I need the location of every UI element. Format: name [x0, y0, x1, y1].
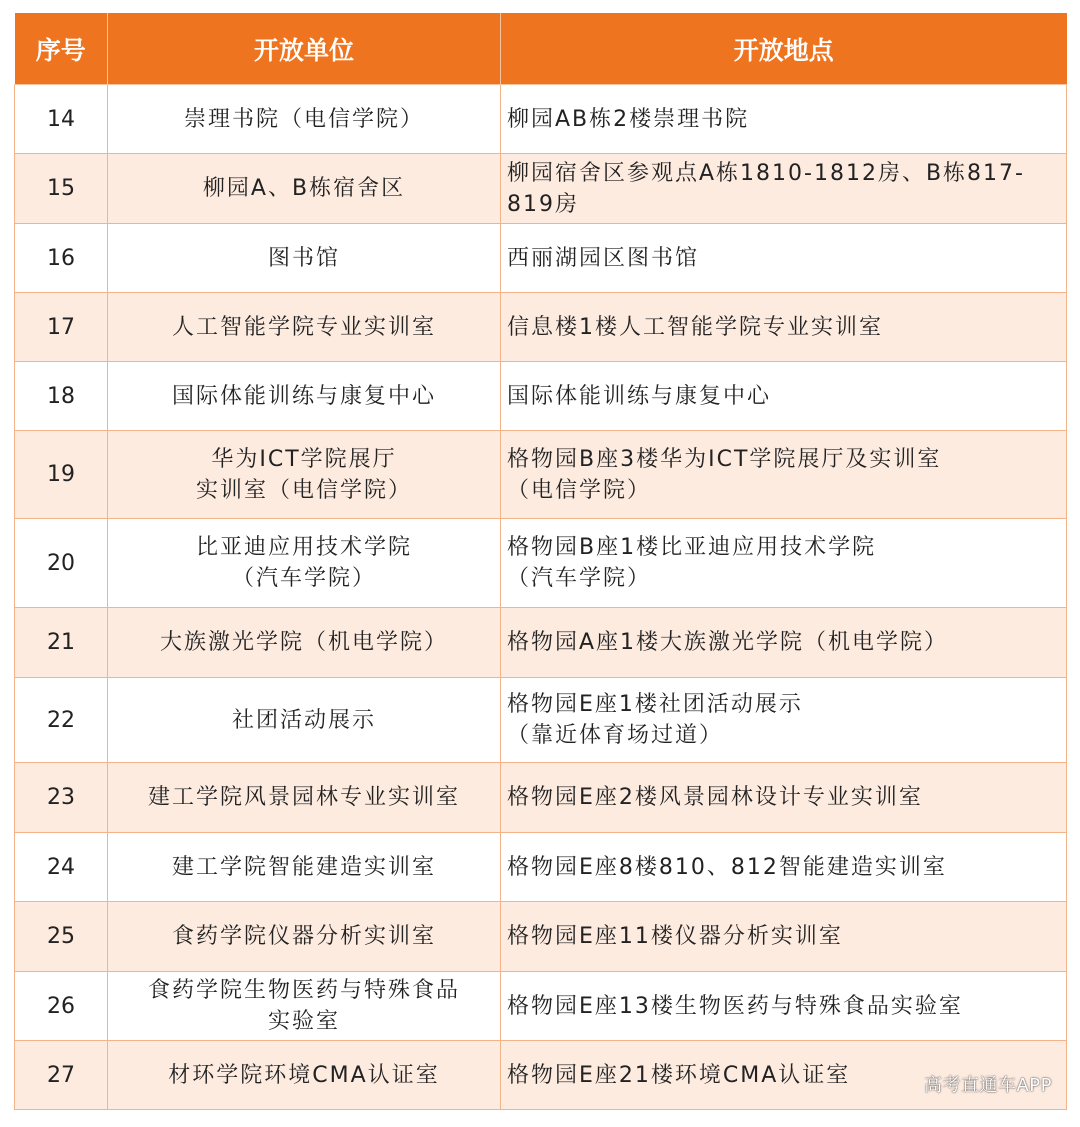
cell-open-unit — [108, 902, 501, 972]
cell-open-location — [501, 154, 1067, 224]
cell-text-line: 实验室 — [267, 1009, 340, 1034]
cell-open-location — [501, 763, 1067, 833]
cell-text-line: 格物园E座2楼风景园林设计专业实训室 — [507, 785, 923, 810]
table-row — [15, 431, 1067, 519]
cell-open-location — [501, 362, 1067, 431]
cell-text-line: 食药学院生物医药与特殊食品 — [147, 978, 460, 1003]
cell-open-location — [501, 224, 1067, 293]
table-row — [15, 608, 1067, 678]
cell-text-line: 柳园A、B栋宿舍区 — [202, 176, 406, 201]
cell-serial-number: 18 — [15, 362, 108, 431]
cell-serial-number: 23 — [15, 763, 108, 833]
cell-text-line: 819房 — [507, 191, 579, 217]
cell-open-location — [501, 519, 1067, 608]
cell-text-line: 建工学院风景园林专业实训室 — [147, 785, 460, 810]
cell-text-line: 格物园B座3楼华为ICT学院展厅及实训室 — [507, 446, 942, 472]
cell-open-location — [501, 85, 1067, 154]
cell-serial-number: 21 — [15, 608, 108, 678]
cell-text-line: 崇理书院（电信学院） — [183, 106, 424, 132]
header-serial-number: 序号 — [15, 13, 108, 85]
cell-text-line: （汽车学院） — [231, 566, 376, 591]
table-row — [15, 154, 1067, 224]
cell-open-location — [501, 902, 1067, 972]
cell-text-line: 国际体能训练与康复中心 — [171, 383, 436, 409]
cell-serial-number: 24 — [15, 833, 108, 902]
cell-text-line: 格物园E座11楼仪器分析实训室 — [507, 924, 843, 949]
table-body — [15, 85, 1067, 1110]
table-row — [15, 362, 1067, 431]
table-row — [15, 972, 1067, 1041]
table-row — [15, 763, 1067, 833]
cell-text-line: 国际体能训练与康复中心 — [507, 383, 772, 409]
cell-serial-number: 16 — [15, 224, 108, 293]
cell-open-location — [501, 293, 1067, 362]
cell-text-line: 信息楼1楼人工智能学院专业实训室 — [507, 314, 883, 340]
cell-open-unit — [108, 431, 501, 519]
table-row — [15, 224, 1067, 293]
cell-open-unit — [108, 362, 501, 431]
cell-text-line: 人工智能学院专业实训室 — [171, 314, 436, 340]
cell-serial-number: 19 — [15, 431, 108, 519]
cell-text-line: 格物园E座21楼环境CMA认证室 — [507, 1062, 851, 1088]
table-row — [15, 519, 1067, 608]
header-open-location: 开放地点 — [501, 13, 1067, 85]
cell-text-line: （电信学院） — [507, 477, 652, 503]
table-row — [15, 678, 1067, 763]
cell-text-line: 格物园B座1楼比亚迪应用技术学院 — [507, 535, 877, 560]
cell-serial-number: 25 — [15, 902, 108, 972]
cell-serial-number: 22 — [15, 678, 108, 763]
cell-text-line: 格物园E座13楼生物医药与特殊食品实验室 — [507, 993, 963, 1019]
cell-text-line: 柳园宿舍区参观点A栋1810-1812房、B栋817- — [507, 160, 1025, 186]
cell-open-unit — [108, 154, 501, 224]
cell-text-line: 格物园A座1楼大族激光学院（机电学院） — [507, 630, 949, 655]
cell-serial-number: 14 — [15, 85, 108, 154]
cell-serial-number: 17 — [15, 293, 108, 362]
table-row — [15, 833, 1067, 902]
cell-text-line: 格物园E座8楼810、812智能建造实训室 — [507, 854, 947, 880]
table-row — [15, 902, 1067, 972]
cell-open-unit — [108, 1041, 501, 1110]
table-header-row — [15, 13, 1067, 85]
cell-open-location — [501, 678, 1067, 763]
cell-text-line: 大族激光学院（机电学院） — [159, 630, 448, 655]
cell-open-unit — [108, 85, 501, 154]
cell-text-line: 比亚迪应用技术学院 — [195, 535, 412, 560]
cell-serial-number: 26 — [15, 972, 108, 1041]
header-open-unit: 开放单位 — [108, 13, 501, 85]
cell-open-unit — [108, 293, 501, 362]
cell-serial-number: 20 — [15, 519, 108, 608]
cell-text-line: 材环学院环境CMA认证室 — [168, 1062, 440, 1088]
cell-text-line: 食药学院仪器分析实训室 — [171, 924, 436, 949]
cell-open-location — [501, 608, 1067, 678]
cell-open-unit — [108, 972, 501, 1041]
cell-text-line: 柳园AB栋2楼崇理书院 — [507, 106, 750, 132]
cell-open-unit — [108, 833, 501, 902]
cell-open-location — [501, 431, 1067, 519]
cell-open-unit — [108, 224, 501, 293]
cell-open-unit — [108, 519, 501, 608]
cell-text-line: 西丽湖园区图书馆 — [507, 245, 700, 271]
cell-serial-number: 15 — [15, 154, 108, 224]
cell-text-line: 图书馆 — [267, 245, 340, 271]
cell-open-unit — [108, 608, 501, 678]
open-locations-table — [14, 13, 1067, 1110]
cell-text-line: 社团活动展示 — [231, 707, 376, 733]
cell-serial-number: 27 — [15, 1041, 108, 1110]
cell-open-location — [501, 972, 1067, 1041]
table-row — [15, 293, 1067, 362]
cell-open-unit — [108, 678, 501, 763]
table-row — [15, 1041, 1067, 1110]
watermark-text: 高考直通车APP — [923, 1075, 1052, 1096]
cell-text-line: 建工学院智能建造实训室 — [171, 854, 436, 880]
cell-text-line: 实训室（电信学院） — [195, 477, 412, 503]
cell-text-line: 格物园E座1楼社团活动展示 — [507, 692, 803, 717]
cell-open-location — [501, 833, 1067, 902]
table-row — [15, 85, 1067, 154]
cell-open-unit — [108, 763, 501, 833]
cell-text-line: （靠近体育场过道） — [507, 723, 724, 748]
cell-text-line: 华为ICT学院展厅 — [211, 446, 397, 472]
cell-text-line: （汽车学院） — [507, 566, 652, 591]
